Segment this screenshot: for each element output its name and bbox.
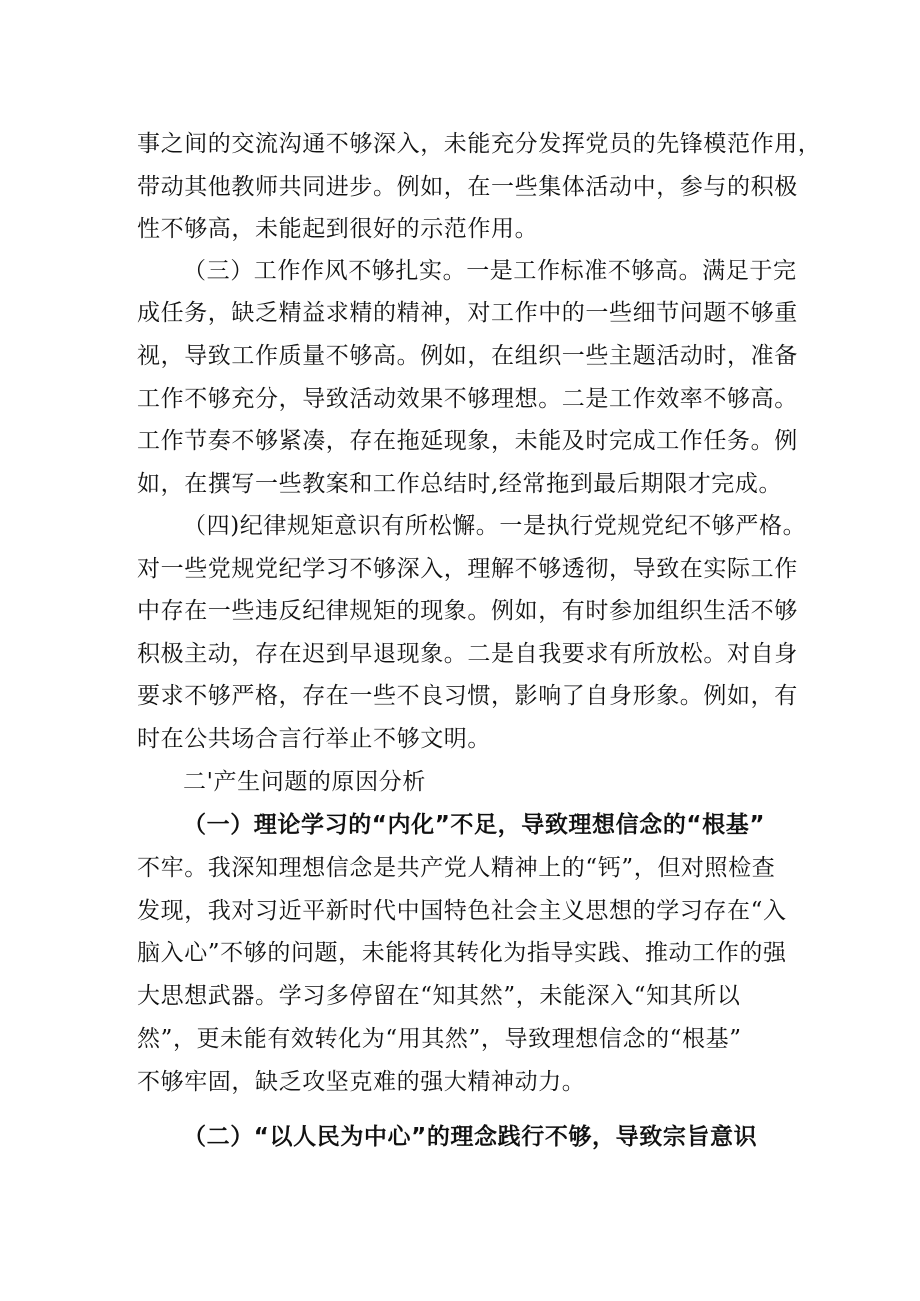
body-text-line: 大思想武器。学习多停留在“知其然”，未能深入“知其所以 (137, 983, 741, 1009)
body-text-line: 不牢。我深知理想信念是共产党人精神上的“钙”，但对照检查 (137, 855, 776, 881)
subsection-one-heading: （一）理论学习的“内化”不足，导致理想信念的“根基” (183, 812, 766, 838)
body-text-line: 然”，更未能有效转化为“用其然”，导致理想信念的“根基” (137, 1026, 742, 1052)
body-text-line: 发现，我对习近平新时代中国特色社会主义思想的学习存在“入 (137, 898, 787, 924)
body-text-line: 工作节奏不够紧凑，存在拖延现象，未能及时完成工作任务。例 (137, 428, 798, 454)
body-text-line: 工作不够充分，导致活动效果不够理想。二是工作效率不够高。 (137, 386, 798, 412)
section-three-heading-line: （三）工作作风不够扎实。一是工作标准不够高。满足于完 (183, 258, 797, 284)
subsection-two-heading: （二）“以人民为中心”的理念践行不够，导致宗旨意识 (183, 1124, 758, 1150)
section-heading-cause-analysis: 二'产生问题的原因分析 (183, 769, 426, 795)
body-text-line: 性不够高，未能起到很好的示范作用。 (137, 216, 539, 242)
body-text-line: 中存在一些违反纪律规矩的现象。例如，有时参加组织生活不够 (137, 598, 798, 624)
body-text-line: 不够牢固，缺乏攻坚克难的强大精神动力。 (137, 1069, 586, 1095)
body-text-line: 视，导致工作质量不够高。例如，在组织一些主题活动时，准备 (137, 343, 798, 369)
body-text-line: 对一些党规党纪学习不够深入，理解不够透彻，导致在实际工作 (137, 556, 798, 582)
body-text-line: 积极主动，存在迟到早退现象。二是自我要求有所放松。对自身 (137, 641, 798, 667)
body-text-line: 时在公共场合言行举止不够文明。 (137, 726, 491, 752)
body-text-line: 事之间的交流沟通不够深入，未能充分发挥党员的先锋模范作用， (137, 131, 822, 157)
body-text-line: 带动其他教师共同进步。例如，在一些集体活动中，参与的积极 (137, 174, 798, 200)
body-text-line: 成任务，缺乏精益求精的精神，对工作中的一些细节问题不够重 (137, 300, 798, 326)
body-text-line: 要求不够严格，存在一些不良习惯，影响了自身形象。例如，有 (137, 683, 798, 709)
section-four-heading-line: （四)纪律规矩意识有所松懈。一是执行党规党纪不够严格。 (183, 513, 807, 539)
body-text-line: 如，在撰写一些教案和工作总结时,经常拖到最后期限才完成。 (137, 471, 783, 497)
body-text-line: 脑入心”不够的问题，未能将其转化为指导实践、推动工作的强 (137, 940, 787, 966)
